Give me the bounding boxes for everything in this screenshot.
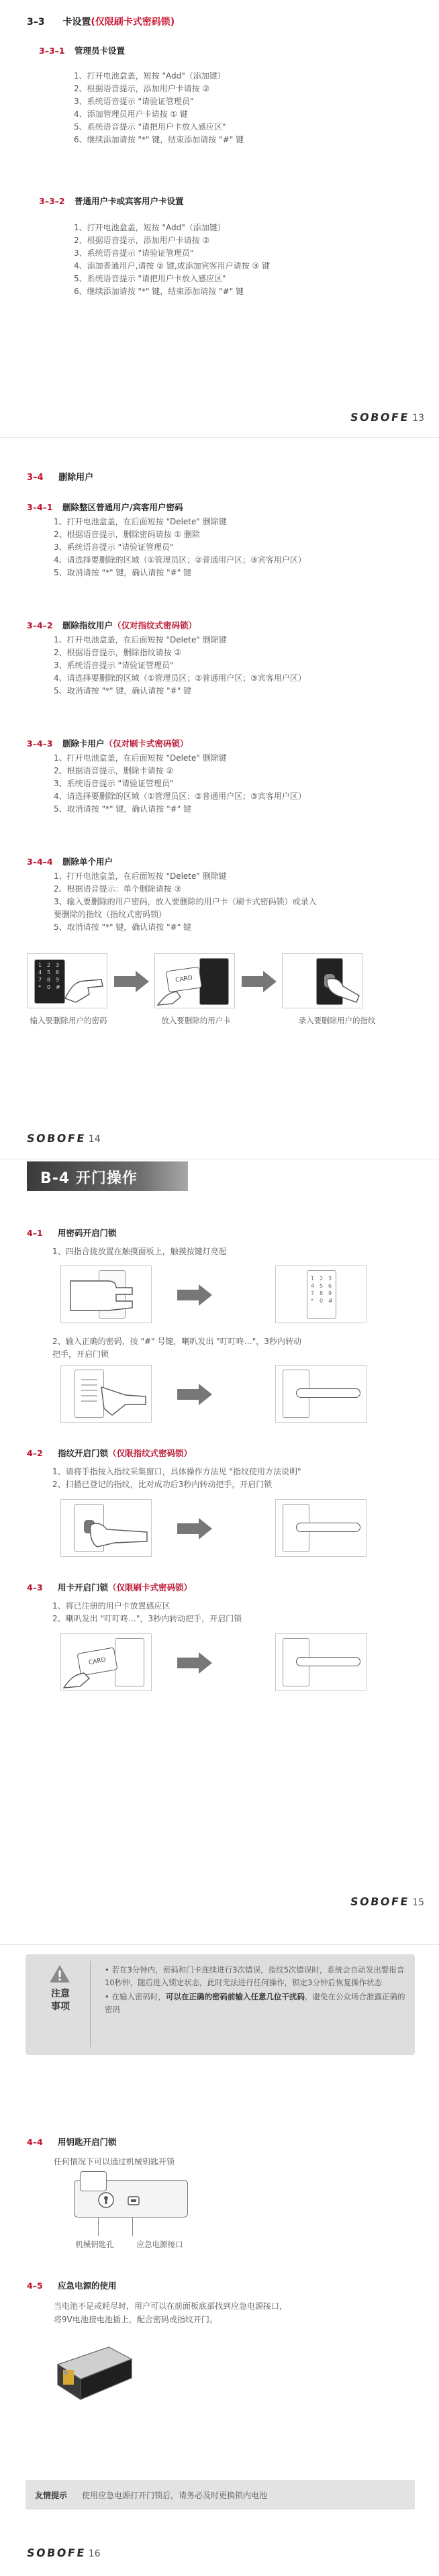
- subsection-title: 删除指纹用户: [62, 620, 113, 630]
- subsection-qualifier: （仅限刷卡式密码锁）: [108, 1582, 193, 1592]
- card-swipe-illustration: [60, 1633, 152, 1691]
- arrow-right-icon: [240, 969, 278, 994]
- page-13: [0, 0, 439, 438]
- arrow-right-icon: [176, 1517, 213, 1541]
- step: 1、将已注册的用户卡放置感应区: [52, 1601, 170, 1611]
- arrow-right-icon: [176, 1283, 213, 1307]
- steps-list: [54, 870, 317, 934]
- key: 5: [47, 969, 51, 975]
- tip-bar: [26, 2480, 415, 2510]
- step: 2、根据语音提示，添加用户卡请按 ②: [74, 84, 210, 93]
- caption: 输入要删除用户的密码: [30, 1016, 107, 1025]
- step: 4、请选择要删除的区域（①管理员区；②普通用户区；③宾客用户区）: [54, 792, 306, 801]
- steps-list: [54, 752, 306, 816]
- battery-9v-icon: [51, 2338, 138, 2405]
- subsection-3-4-4-heading: [27, 855, 113, 867]
- key: #: [56, 984, 60, 990]
- step: 4、添加管理员用户卡请按 ① 键: [74, 109, 189, 119]
- subsection-number: 3–3–1: [39, 46, 65, 56]
- brand-logo: SOBOFE: [350, 1895, 411, 1908]
- key: 3: [56, 962, 60, 968]
- step: 4、请选择要删除的区域（①管理员区；②普通用户区；③宾客用户区）: [54, 673, 306, 683]
- handle-illustration: [275, 1633, 367, 1691]
- step: 3、系统语音提示 "请验证管理员": [74, 97, 194, 106]
- finger-press-icon: [99, 1382, 148, 1419]
- warning-icon: [48, 1964, 71, 1984]
- steps-list: [54, 516, 306, 579]
- door-handle: [296, 1388, 360, 1398]
- keypad-illustration: [27, 953, 107, 1008]
- section-title: 卡设置: [62, 17, 91, 28]
- keypad-entry-illustration: [60, 1365, 152, 1423]
- chapter-banner: B-4 开门操作: [27, 1161, 188, 1191]
- text: • 在输入密码时，: [105, 1992, 166, 2001]
- subsection-3-3-1-heading: [39, 44, 125, 56]
- page-footer: [350, 411, 424, 424]
- subsection-number: 4–3: [27, 1582, 43, 1592]
- keypad: [38, 962, 62, 990]
- section-3-3-heading: [27, 15, 175, 28]
- subsection-qualifier: （仅限指纹式密码锁）: [108, 1448, 193, 1458]
- step: 1、打开电池盒盖，短按 "Add"（添加键）: [74, 71, 226, 81]
- subsection-number: 3–4–4: [27, 857, 53, 867]
- step: 3、输入要删除的用户密码，放入要删除的用户卡（刷卡式密码锁）或录入: [54, 897, 317, 906]
- subsection-title: 删除整区普通用户/宾客用户密码: [62, 502, 183, 512]
- hand-icon: [156, 981, 183, 1008]
- step: 6、继续添加请按 "*" 键，结束添加请按 "#" 键: [74, 135, 244, 144]
- subsection-number: 3–4–2: [27, 620, 53, 630]
- step-line: 把手，开启门锁: [52, 1349, 109, 1359]
- notice-text: [105, 1964, 407, 2016]
- finger-press-icon: [62, 971, 105, 1006]
- step: 1、打开电池盒盖，短按 "Add"（添加键）: [74, 223, 226, 232]
- paragraph: [54, 2299, 287, 2326]
- hand-icon: [68, 1274, 148, 1317]
- step: 2、根据语音提示，添加用户卡请按 ②: [74, 236, 210, 245]
- paragraph-line: 将9V电池接电池插上，配合密码或指纹开门。: [54, 2315, 217, 2324]
- step: 2、根据语音提示，删除卡请按 ②: [54, 766, 174, 775]
- subsection-4-4-heading: [27, 2136, 117, 2148]
- key: *: [38, 984, 41, 990]
- notice-bullet: • 若在3分钟内，密码和门卡连续进行3次错误，指纹5次错误时，系统会自动发出警报音10秒钟，随后进入锁定状态，此时无法进行任何操作，锁定3分钟后恢复操作状态: [105, 1965, 405, 1987]
- fingerprint-scan-illustration: [60, 1499, 152, 1557]
- subsection-number: 3–4–1: [27, 502, 53, 512]
- subsection-title: 应急电源的使用: [58, 2281, 117, 2291]
- steps-list: [52, 1466, 301, 1491]
- section-3-4-heading: [27, 470, 93, 483]
- touch-panel-illustration: [60, 1266, 152, 1323]
- usb-port-icon: [127, 2194, 140, 2207]
- key: 0: [47, 984, 51, 990]
- brand-logo: SOBOFE: [350, 411, 411, 424]
- subsection-qualifier: （仅对指纹式密码锁）: [112, 620, 197, 630]
- subsection-3-4-3-heading: [27, 737, 188, 749]
- subsection-title: 管理员卡设置: [74, 46, 125, 56]
- keyhole-icon: [97, 2191, 115, 2209]
- subsection-title: 删除单个用户: [62, 857, 113, 867]
- keypad: [311, 1276, 334, 1304]
- lock-bottom-illustration: [74, 2180, 188, 2217]
- key: 7: [38, 977, 42, 983]
- step: 1、打开电池盒盖，在后面短按 "Delete" 删除键: [54, 635, 227, 645]
- subsection-title: 删除卡用户: [62, 738, 105, 749]
- rfid-card: CARD: [77, 1647, 117, 1676]
- text-bold: 可以在正确的密码前输入任意几位干扰码: [165, 1992, 305, 2001]
- subsection-number: 3–3–2: [39, 196, 65, 206]
- section-number: 3–3: [27, 17, 45, 28]
- key: 6: [328, 1283, 332, 1289]
- step: 3、系统语音提示 "请验证管理员": [54, 661, 174, 670]
- key: *: [311, 1298, 313, 1304]
- hand-icon: [62, 1661, 92, 1690]
- page-footer: [27, 2546, 101, 2559]
- caption: 放入要删除的用户卡: [161, 1016, 231, 1025]
- step: 6、继续添加请按 "*" 键，结束添加请按 "#" 键: [74, 287, 244, 296]
- step: 5、取消请按 "*" 键，确认请按 "#" 键: [54, 804, 192, 814]
- page-number: 15: [412, 1897, 424, 1908]
- subsection-title: 用钥匙开启门锁: [58, 2137, 117, 2147]
- key: 3: [328, 1276, 332, 1282]
- steps-list: [74, 222, 270, 298]
- page-number: 13: [412, 413, 424, 424]
- key: 8: [47, 977, 51, 983]
- page-footer: [27, 1132, 101, 1145]
- key: 4: [38, 969, 42, 975]
- arrow-right-icon: [176, 1651, 213, 1675]
- caption: 录入要删除用户的指纹: [298, 1016, 376, 1025]
- notice-label: [46, 1988, 75, 2013]
- fingerprint-illustration: [282, 953, 362, 1008]
- page-number: 16: [88, 2548, 101, 2559]
- notice-box: [26, 1954, 415, 2055]
- paragraph: 任何情况下可以通过机械钥匙开锁: [54, 2157, 175, 2166]
- rfid-card: CARD: [166, 967, 202, 993]
- subsection-number: 4–4: [27, 2137, 43, 2147]
- lock-panel: [115, 1638, 144, 1686]
- step: 4、添加普通用户,请按 ② 键,或添加宾客用户请按 ③ 键: [74, 261, 271, 271]
- step: 要删除的指纹（指纹式密码锁）: [54, 910, 167, 919]
- steps-list: [74, 70, 244, 146]
- step: 1、请将手指按入指纹采集窗口，具体操作方法见 "指纹使用方法说明": [52, 1467, 301, 1476]
- subsection-4-3-heading: [27, 1581, 192, 1593]
- key: #: [328, 1298, 333, 1304]
- page-footer: [350, 1895, 424, 1908]
- key: 2: [47, 962, 51, 968]
- subsection-number: 4–2: [27, 1448, 43, 1458]
- tip-label: 友情提示: [35, 2491, 68, 2500]
- keyhole-label: 机械钥匙孔: [75, 2240, 114, 2249]
- step: 3、系统语音提示 "请验证管理员": [54, 542, 174, 552]
- step: 4、请选择要删除的区域（①管理员区；②普通用户区；③宾客用户区）: [54, 555, 306, 565]
- page-14: [0, 438, 439, 1159]
- subsection-number: 4–5: [27, 2281, 43, 2291]
- key: 0: [320, 1298, 324, 1304]
- steps-list: [54, 634, 306, 698]
- section-number: 3–4: [27, 473, 44, 483]
- door-handle: [296, 1523, 360, 1532]
- page-15: [0, 1159, 439, 1945]
- finger-press-icon: [323, 969, 362, 1006]
- leader-line: [98, 2217, 99, 2236]
- arrow-right-icon: [176, 1382, 213, 1406]
- brand-logo: SOBOFE: [26, 2546, 87, 2559]
- subsection-3-3-2-heading: [39, 195, 183, 207]
- step: 1、四指合拢放置在触摸面板上，触摸按键灯亮起: [52, 1247, 227, 1256]
- notice-label-line: 事项: [51, 2001, 70, 2012]
- key: 2: [320, 1276, 324, 1282]
- lit-keypad-illustration: [275, 1266, 367, 1323]
- step: 5、取消请按 "*" 键，确认请按 "#" 键: [54, 686, 192, 696]
- step: 2、扫描已登记的指纹，比对成功后3秒内转动把手，开启门锁: [52, 1480, 273, 1489]
- lock-panel: [199, 958, 229, 1005]
- step: 1、打开电池盒盖，在后面短按 "Delete" 删除键: [54, 871, 227, 881]
- key: 4: [311, 1283, 315, 1289]
- leader-line: [132, 2217, 133, 2236]
- step-line: 2、输入正确的密码，按 "#" 号键，喇叭发出 "叮叮咚…"，3秒内转动: [52, 1337, 301, 1346]
- door-handle: [296, 1657, 360, 1666]
- handle-illustration: [275, 1365, 367, 1423]
- page-number: 14: [88, 1134, 101, 1145]
- brand-logo: SOBOFE: [26, 1132, 87, 1145]
- arrow-right-icon: [113, 969, 150, 994]
- subsection-3-4-2-heading: [27, 619, 197, 631]
- step: 2、根据语音提示，删除密码请按 ① 删除: [54, 530, 201, 539]
- subsection-qualifier: （仅对刷卡式密码锁）: [104, 738, 189, 749]
- paragraph-line: 当电池不足或耗尽时，用户可以在前面板底部找到应急电源接口，: [54, 2301, 288, 2311]
- subsection-number: 3–4–3: [27, 738, 53, 749]
- key: 7: [311, 1290, 315, 1296]
- key: 6: [56, 969, 60, 975]
- subsection-4-1-heading: [27, 1227, 117, 1239]
- tip-text: 使用应急电源打开门锁后，请务必及时更换锁内电池: [82, 2491, 268, 2500]
- subsection-number: 4–1: [27, 1228, 43, 1238]
- step-2: [52, 1335, 301, 1361]
- key: 1: [311, 1276, 315, 1282]
- notice-bullet: [105, 1991, 407, 2016]
- step: 5、系统语音提示 "请把用户卡放入感应区": [74, 122, 226, 132]
- section-title: 删除用户: [58, 473, 94, 483]
- step: 2、根据语音提示，删除指纹请按 ②: [54, 648, 182, 657]
- subsection-title: 用密码开启门锁: [58, 1228, 117, 1238]
- power-port-label: 应急电源接口: [136, 2240, 183, 2249]
- key: 9: [56, 977, 60, 983]
- subsection-title: 用卡开启门锁: [58, 1582, 109, 1592]
- subsection-4-2-heading: [27, 1447, 192, 1459]
- handle-stub: [80, 2171, 107, 2191]
- handle-illustration: [275, 1499, 367, 1557]
- steps-list: [52, 1600, 242, 1625]
- subsection-4-5-heading: [27, 2279, 117, 2291]
- step: 3、系统语音提示 "请验证管理员": [54, 779, 174, 788]
- section-title-qualifier: (仅限刷卡式密码锁): [91, 17, 175, 28]
- key: 9: [328, 1290, 332, 1296]
- step: 1、打开电池盒盖，在后面短按 "Delete" 删除键: [54, 753, 227, 763]
- page-16: [0, 1945, 439, 2576]
- keypad-lines: [81, 1379, 97, 1406]
- step: 5、取消请按 "*" 键，确认请按 "#" 键: [54, 922, 192, 932]
- subsection-title: 指纹开启门锁: [58, 1448, 109, 1458]
- step: 2、喇叭发出 "叮叮咚…"，3秒内转动把手，开启门锁: [52, 1614, 242, 1623]
- step: 1、打开电池盒盖，在后面短按 "Delete" 删除键: [54, 517, 227, 526]
- step: 5、取消请按 "*" 键，确认请按 "#" 键: [54, 568, 192, 577]
- finger-press-icon: [88, 1515, 150, 1552]
- step: 3、系统语音提示 "请验证管理员": [74, 248, 194, 258]
- key: 8: [320, 1290, 324, 1296]
- notice-label-line: 注意: [51, 1989, 70, 1999]
- subsection-3-4-1-heading: [27, 501, 183, 513]
- key: 1: [38, 962, 42, 968]
- step: 5、系统语音提示 "请把用户卡放入感应区": [74, 274, 226, 283]
- card-illustration: [154, 953, 235, 1008]
- step: 2、根据语音提示：单个删除请按 ③: [54, 884, 182, 894]
- key: 5: [320, 1283, 324, 1289]
- text: ，避免在公众场合泄露正确的密码: [105, 1992, 405, 2014]
- divider: [90, 1961, 91, 2047]
- subsection-title: 普通用户卡或宾客用户卡设置: [74, 196, 184, 206]
